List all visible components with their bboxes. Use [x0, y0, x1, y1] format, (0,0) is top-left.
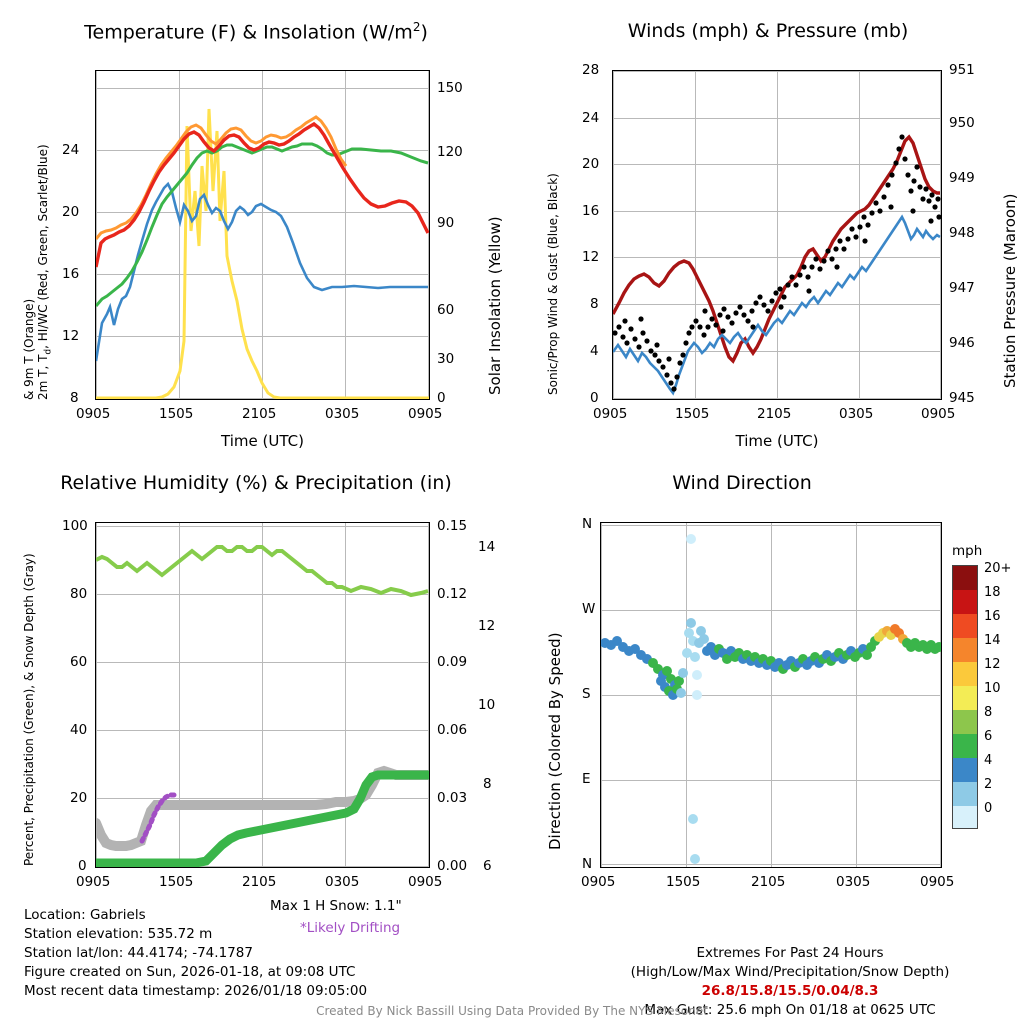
max-snow-note: Max 1 H Snow: 1.1": [270, 898, 402, 914]
footer-latlon: Station lat/lon: 44.4174; -74.1787: [24, 945, 253, 961]
winds-ylabel-left: Sonic/Prop Wind & Gust (Blue, Black): [546, 173, 560, 395]
panel-wind-direction: Wind Direction Direction (Colored By Speed) N W S E N 0905 1505 2105 0305 0905 mph 20+ 18 16 14 12 10 8 6 4 2 0: [512, 460, 1024, 920]
winds-ylabel-right: Station Pressure (Maroon): [1001, 193, 1019, 388]
footer-location: Location: Gabriels: [24, 907, 146, 923]
winddir-svg: [601, 523, 941, 867]
colorbar-tick-14: 14: [984, 633, 1001, 648]
winds-plot: [612, 70, 942, 400]
extremes-subtitle: (High/Low/Max Wind/Precipitation/Snow Depth): [630, 964, 950, 980]
temperature-ylabel-left: [22, 70, 54, 400]
temperature-ylabel-left-line2: & 9m T (Orange): [22, 298, 36, 400]
credit-line: Created By Nick Bassill Using Data Provided By The NYS Mesonet: [316, 1004, 708, 1018]
colorbar-tick-6: 6: [984, 729, 993, 744]
colorbar-gradient: [952, 565, 978, 829]
panel-humidity: Relative Humidity (%) & Precipitation (in) Percent, Precipitation (Green), & Snow Depth (Gray) 0 20 40 60 80 100 0.00 0.03 0.06 0.09 0.12 0.15 6 8 10 12 14 0905 1505 2105 0305 0905 Max 1 H Snow: 1.1" *Likely Drifting: [0, 460, 512, 920]
colorbar-tick-12: 12: [984, 657, 1001, 672]
colorbar-tick-18: 18: [984, 585, 1001, 600]
humidity-title: Relative Humidity (%) & Precipitation (in): [60, 472, 452, 494]
likely-drifting-note: *Likely Drifting: [300, 920, 401, 936]
temperature-ylabel-right: Solar Insolation (Yellow): [486, 216, 504, 395]
winds-title: Winds (mph) & Pressure (mb): [627, 20, 909, 42]
extremes-values: 26.8/15.8/15.5/0.04/8.3: [701, 983, 879, 999]
colorbar-tick-8: 8: [984, 705, 993, 720]
temperature-ylabel-left-b: , HI/WC (Red, Green, Scarlet/Blue): [36, 144, 50, 349]
temperature-xlabel: Time (UTC): [221, 432, 304, 450]
colorbar-tick-2: 2: [984, 777, 993, 792]
colorbar-tick-4: 4: [984, 753, 993, 768]
temperature-plot: [95, 70, 430, 400]
colorbar-tick-20: 20+: [984, 561, 1012, 576]
temperature-ylabel-left-sub: d: [43, 348, 54, 355]
temperature-ylabel-left-a: 2m T, T: [36, 354, 50, 400]
panel-winds: Winds (mph) & Pressure (mb) Sonic/Prop Wind & Gust (Blue, Black) Station Pressure (Maroon) 0 4 8 12 16 20 24 28 945 946 947 948 949 950 951 0905 1505 2105 0305 0905 Time (UTC): [512, 0, 1024, 460]
extremes-title: Extremes For Past 24 Hours: [696, 945, 884, 961]
footer-left: [24, 906, 544, 1001]
winddir-ylabel: Direction (Colored By Speed): [546, 632, 564, 850]
winddir-plot: [600, 522, 942, 868]
temperature-title-end: ): [420, 21, 428, 44]
humidity-svg: [96, 523, 429, 867]
footer-created: Figure created on Sun, 2026-01-18, at 09:08 UTC: [24, 964, 356, 980]
footer-timestamp: Most recent data timestamp: 2026/01/18 09:05:00: [24, 983, 368, 999]
winddir-title: Wind Direction: [672, 472, 812, 494]
colorbar-tick-16: 16: [984, 609, 1001, 624]
colorbar-tick-0: 0: [984, 801, 993, 816]
colorbar-title: mph: [952, 543, 983, 559]
humidity-plot: [95, 522, 430, 868]
temperature-svg: [96, 71, 429, 399]
humidity-ylabel-left: Percent, Precipitation (Green), & Snow Depth (Gray): [22, 553, 36, 866]
colorbar-tick-10: 10: [984, 681, 1001, 696]
temperature-title-text: Temperature (F) & Insolation (W/m: [84, 21, 413, 44]
panel-temperature: Temperature (F) & Insolation $(W/m^2)$ 2m T, $T_d$, HI/WC (Red, Green, Scarlet/Blue) & 9m T (Orange) Solar Insolation (Yellow) 8 12 16 20 24 0 30 60 90 120 150 0905 1505 2105 0305 0905 Time (UTC): [0, 0, 512, 460]
footer-elevation: Station elevation: 535.72 m: [24, 926, 213, 942]
temperature-title-sup: 2: [412, 20, 421, 34]
winds-xlabel: Time (UTC): [735, 432, 819, 450]
temperature-title: [0, 20, 512, 43]
winddir-colorbar: [952, 543, 1022, 855]
max-gust: Max Gust: 25.6 mph On 01/18 at 0625 UTC: [644, 1002, 936, 1018]
winds-svg: [613, 71, 941, 399]
